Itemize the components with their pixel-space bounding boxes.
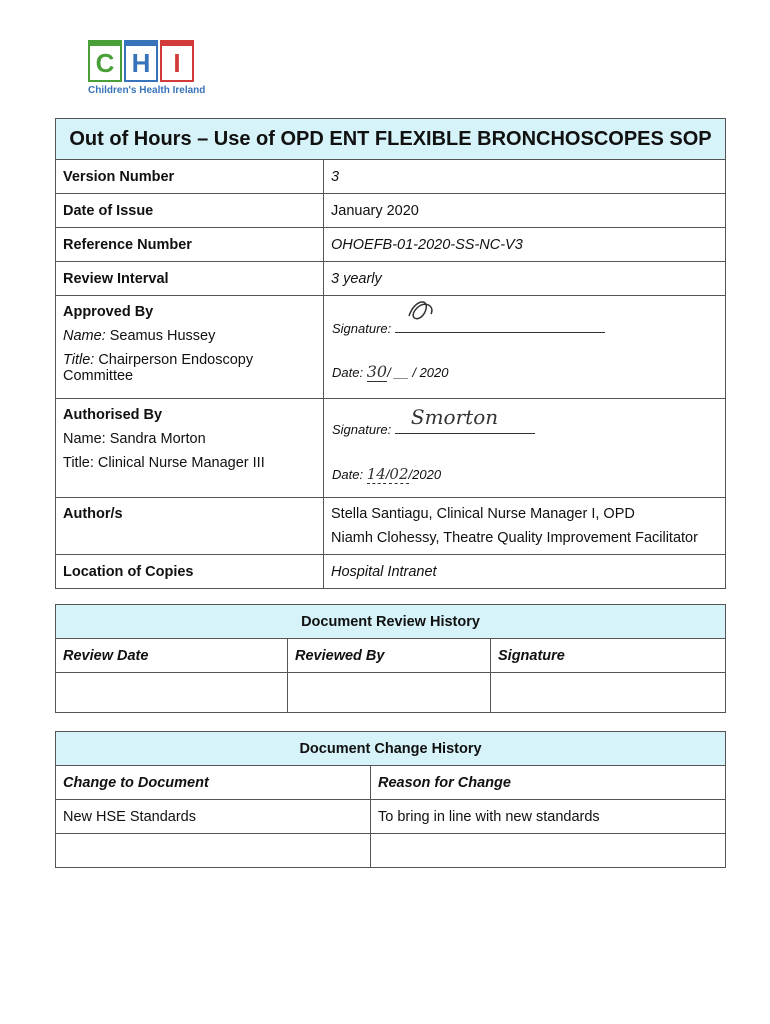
authors-label: Author/s [56, 498, 324, 555]
authorised-date-day: 14 [366, 465, 386, 483]
date-label: Date: [332, 365, 364, 380]
date-label: Date: [332, 467, 364, 482]
issue-date-label: Date of Issue [56, 194, 324, 228]
author-1: Stella Santiagu, Clinical Nurse Manager I, OPD [331, 506, 635, 522]
signature-header: Signature [491, 639, 726, 673]
table-row [56, 228, 726, 262]
empty-cell [491, 673, 726, 713]
reviewed-by-header: Reviewed By [288, 639, 491, 673]
title-prefix: Title: [63, 352, 95, 368]
reference-label: Reference Number [56, 228, 324, 262]
issue-date-value: January 2020 [324, 194, 726, 228]
authorised-name: Name: Sandra Morton [63, 431, 206, 447]
signature-scribble [401, 294, 441, 328]
location-value: Hospital Intranet [324, 555, 726, 589]
change-header: Change to Document [56, 766, 371, 800]
review-interval-value: 3 yearly [324, 262, 726, 296]
approved-signature-cell [324, 296, 726, 399]
authorised-date-line: Date: 14/02/2020 [332, 465, 442, 483]
change-history-table [55, 731, 726, 868]
approved-title-value: Chairperson Endoscopy Committee [63, 352, 254, 384]
approved-name-value: Seamus Hussey [109, 328, 216, 344]
table-header-row [56, 639, 726, 673]
change-cell: New HSE Standards [56, 800, 371, 834]
reason-cell: To bring in line with new standards [371, 800, 726, 834]
signature-label: Signature: [332, 321, 392, 336]
sop-details-table [55, 118, 726, 589]
empty-cell [56, 673, 288, 713]
authors-cell [324, 498, 726, 555]
review-history-title: Document Review History [56, 605, 726, 639]
authorised-signature-cell [324, 399, 726, 498]
approved-date-rest: / __ / 2020 [387, 365, 449, 380]
empty-cell [56, 834, 371, 868]
logo-tagline: Children's Health Ireland [88, 85, 206, 96]
approved-by-row [56, 296, 726, 399]
authorised-by-row [56, 399, 726, 498]
empty-cell [371, 834, 726, 868]
approved-by-cell [56, 296, 324, 399]
authorised-title: Title: Clinical Nurse Manager III [63, 455, 265, 471]
empty-cell [288, 673, 491, 713]
authorised-date-month: 02 [389, 465, 409, 483]
review-interval-label: Review Interval [56, 262, 324, 296]
logo-blocks [88, 44, 208, 82]
approved-signature-line [332, 320, 605, 336]
table-row [56, 834, 726, 868]
signature-label: Signature: [332, 422, 392, 437]
reason-header: Reason for Change [371, 766, 726, 800]
location-label: Location of Copies [56, 555, 324, 589]
table-row [56, 673, 726, 713]
approved-date-day: 30 [366, 362, 388, 381]
review-history-table [55, 604, 726, 713]
version-value: 3 [324, 160, 726, 194]
review-date-header: Review Date [56, 639, 288, 673]
table-row [56, 262, 726, 296]
document-title: Out of Hours – Use of OPD ENT FLEXIBLE BRONCHOSCOPES SOP [56, 119, 726, 160]
authors-row [56, 498, 726, 555]
authorised-date-year: 2020 [412, 467, 442, 482]
table-row [56, 555, 726, 589]
chi-logo [88, 44, 208, 104]
approved-title [63, 352, 316, 384]
logo-block-c: C [88, 44, 122, 82]
version-label: Version Number [56, 160, 324, 194]
approved-date-line [332, 362, 449, 381]
approved-by-label: Approved By [63, 304, 154, 320]
logo-block-i: I [160, 44, 194, 82]
table-row [56, 194, 726, 228]
approved-name [63, 328, 316, 344]
authorised-signature-line [332, 405, 535, 437]
authorised-by-cell [56, 399, 324, 498]
table-row [56, 800, 726, 834]
table-row [56, 160, 726, 194]
logo-block-h: H [124, 44, 158, 82]
change-history-title: Document Change History [56, 732, 726, 766]
authorised-by-label: Authorised By [63, 407, 163, 423]
authorised-signature-image: Smorton [410, 405, 499, 429]
table-header-row [56, 766, 726, 800]
name-prefix: Name: [63, 328, 106, 344]
reference-value: OHOEFB-01-2020-SS-NC-V3 [324, 228, 726, 262]
author-2: Niamh Clohessy, Theatre Quality Improvement Facilitator [331, 530, 698, 546]
